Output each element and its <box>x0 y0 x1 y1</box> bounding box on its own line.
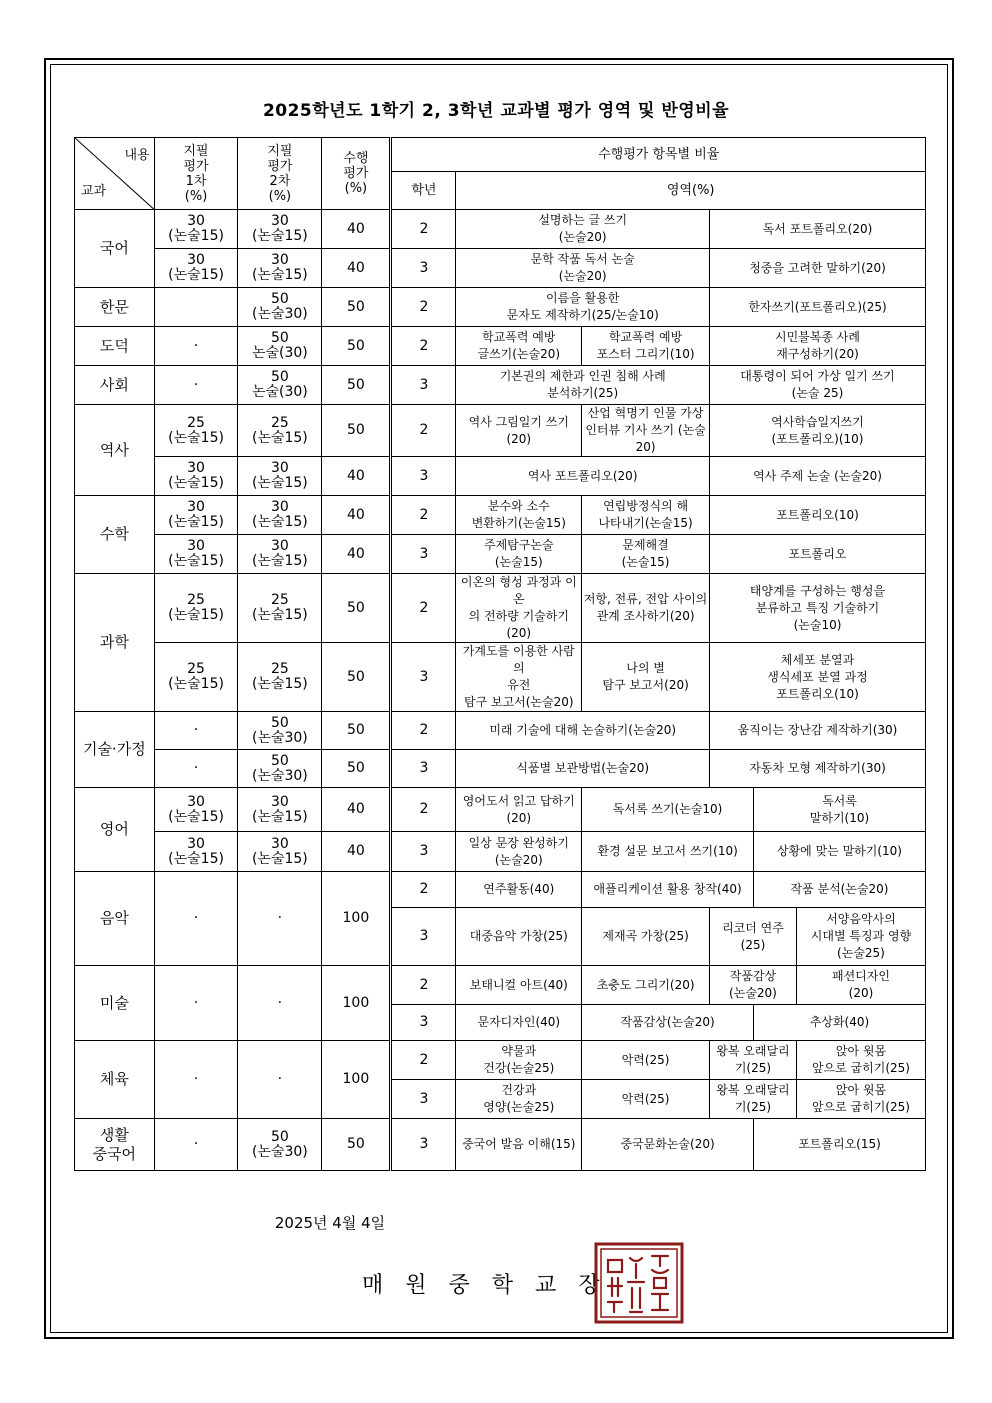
performance-cell: 50 <box>322 643 391 712</box>
area-cell: 포트폴리오(15) <box>753 1119 925 1171</box>
exam2-cell: 25 (논술15) <box>238 574 322 643</box>
evaluation-table <box>74 137 926 1171</box>
exam1-cell <box>154 288 238 327</box>
exam1-cell: · <box>154 1119 238 1171</box>
grade-cell: 2 <box>391 327 456 366</box>
area-cell: 역사 주제 논술 (논술20) <box>709 457 925 496</box>
exam1-cell: · <box>154 327 238 366</box>
grade-cell: 3 <box>391 832 456 872</box>
area-cell: 악력(25) <box>582 1080 710 1119</box>
grade-cell: 3 <box>391 643 456 712</box>
area-cell: 저항, 전류, 전압 사이의 관계 조사하기(20) <box>582 574 710 643</box>
exam1-cell: 30 (논술15) <box>154 535 238 574</box>
grade-cell: 3 <box>391 457 456 496</box>
area-cell: 한자쓰기(포트폴리오)(25) <box>709 288 925 327</box>
subject-tech-home: 기술·가정 <box>75 712 155 788</box>
area-cell: 영어도서 읽고 답하기(20) <box>456 788 582 832</box>
area-cell: 이름을 활용한 문자도 제작하기(25/논술10) <box>456 288 710 327</box>
header-performance: 수행 평가 (%) <box>322 138 391 210</box>
grade-cell: 2 <box>391 574 456 643</box>
subject-art: 미술 <box>75 966 155 1041</box>
exam1-cell: · <box>154 1041 238 1119</box>
area-cell: 보태니컬 아트(40) <box>456 966 582 1005</box>
area-cell: 서양음악사의 시대별 특징과 영향 (논술25) <box>796 908 925 966</box>
performance-cell: 40 <box>322 535 391 574</box>
performance-cell: 50 <box>322 405 391 457</box>
area-cell: 역사 그림일기 쓰기(20) <box>456 405 582 457</box>
exam1-cell: · <box>154 966 238 1041</box>
area-cell: 작품감상(논술20) <box>582 1005 754 1041</box>
exam1-cell: 30 (논술15) <box>154 788 238 832</box>
header-content-label: 내용 <box>124 148 150 163</box>
exam1-cell: 30 (논술15) <box>154 496 238 535</box>
header-exam1: 지필 평가 1차 (%) <box>154 138 238 210</box>
grade-cell: 2 <box>391 788 456 832</box>
area-cell: 역사 포트폴리오(20) <box>456 457 710 496</box>
area-cell: 대통령이 되어 가상 일기 쓰기 (논술 25) <box>709 366 925 405</box>
area-cell: 패션디자인 (20) <box>796 966 925 1005</box>
exam2-cell: · <box>238 966 322 1041</box>
area-cell: 문제해결 (논술15) <box>582 535 710 574</box>
subject-social: 사회 <box>75 366 155 405</box>
area-cell: 가계도를 이용한 사람의 유전 탐구 보고서(논술20) <box>456 643 582 712</box>
area-cell: 자동차 모형 제작하기(30) <box>709 750 925 788</box>
subject-ethics: 도덕 <box>75 327 155 366</box>
subject-music: 음악 <box>75 872 155 966</box>
grade-cell: 2 <box>391 872 456 908</box>
area-cell: 왕복 오래달리기(25) <box>709 1041 796 1080</box>
subject-science: 과학 <box>75 574 155 712</box>
area-cell: 환경 설문 보고서 쓰기(10) <box>582 832 754 872</box>
area-cell: 문자디자인(40) <box>456 1005 582 1041</box>
exam2-cell: 30 (논술15) <box>238 496 322 535</box>
exam1-cell: 25 (논술15) <box>154 574 238 643</box>
area-cell: 미래 기술에 대해 논술하기(논술20) <box>456 712 710 750</box>
grade-cell: 3 <box>391 908 456 966</box>
performance-cell: 50 <box>322 712 391 750</box>
header-perf-items: 수행평가 항목별 비율 <box>391 138 926 172</box>
performance-cell: 100 <box>322 966 391 1041</box>
grade-cell: 3 <box>391 366 456 405</box>
performance-cell: 40 <box>322 788 391 832</box>
area-cell: 움직이는 장난감 제작하기(30) <box>709 712 925 750</box>
performance-cell: 40 <box>322 210 391 249</box>
subject-math: 수학 <box>75 496 155 574</box>
area-cell: 이온의 형성 과정과 이온 의 전하량 기술하기(20) <box>456 574 582 643</box>
area-cell: 기본권의 제한과 인권 침해 사례 분석하기(25) <box>456 366 710 405</box>
exam2-cell: 30 (논술15) <box>238 249 322 288</box>
school-principal: 매원중학교장 <box>362 1273 622 1298</box>
header-diagonal-cell <box>75 138 155 210</box>
area-cell: 산업 혁명기 인물 가상 인터뷰 기사 쓰기 (논술20) <box>582 405 710 457</box>
area-cell: 왕복 오래달리기(25) <box>709 1080 796 1119</box>
area-cell: 대중음악 가창(25) <box>456 908 582 966</box>
area-cell: 약물과 건강(논술25) <box>456 1041 582 1080</box>
exam2-cell: 25 (논술15) <box>238 643 322 712</box>
area-cell: 포트폴리오 <box>709 535 925 574</box>
exam2-cell: 25 (논술15) <box>238 405 322 457</box>
exam2-cell: 50 논술(30) <box>238 327 322 366</box>
area-cell: 상황에 맞는 말하기(10) <box>753 832 925 872</box>
subject-korean: 국어 <box>75 210 155 288</box>
area-cell: 주제탐구논술 (논술15) <box>456 535 582 574</box>
exam1-cell: 30 (논술15) <box>154 457 238 496</box>
exam2-cell: 30 (논술15) <box>238 832 322 872</box>
performance-cell: 50 <box>322 327 391 366</box>
grade-cell: 3 <box>391 535 456 574</box>
grade-cell: 2 <box>391 496 456 535</box>
performance-cell: 100 <box>322 872 391 966</box>
performance-cell: 40 <box>322 249 391 288</box>
exam2-cell: · <box>238 872 322 966</box>
area-cell: 포트폴리오(10) <box>709 496 925 535</box>
official-seal <box>594 1242 684 1324</box>
area-cell: 건강과 영양(논술25) <box>456 1080 582 1119</box>
grade-cell: 2 <box>391 405 456 457</box>
grade-cell: 3 <box>391 1005 456 1041</box>
exam2-cell: 30 (논술15) <box>238 535 322 574</box>
area-cell: 문학 작품 독서 논술 (논술20) <box>456 249 710 288</box>
header-subject-label: 교과 <box>81 184 107 199</box>
area-cell: 작품 분석(논술20) <box>753 872 925 908</box>
area-cell: 중국어 발음 이해(15) <box>456 1119 582 1171</box>
performance-cell: 50 <box>322 574 391 643</box>
grade-cell: 2 <box>391 210 456 249</box>
grade-cell: 2 <box>391 712 456 750</box>
performance-cell: 40 <box>322 457 391 496</box>
exam1-cell: 30 (논술15) <box>154 210 238 249</box>
grade-cell: 3 <box>391 249 456 288</box>
grade-cell: 2 <box>391 288 456 327</box>
issue-date: 2025년 4월 4일 <box>274 1214 386 1232</box>
area-cell: 태양계를 구성하는 행성을 분류하고 특징 기술하기 (논술10) <box>709 574 925 643</box>
exam2-cell: 50 (논술30) <box>238 712 322 750</box>
area-cell: 초충도 그리기(20) <box>582 966 710 1005</box>
exam2-cell: 50 (논술30) <box>238 1119 322 1171</box>
grade-cell: 3 <box>391 1080 456 1119</box>
area-cell: 일상 문장 완성하기 (논술20) <box>456 832 582 872</box>
area-cell: 학교폭력 예방 글쓰기(논술20) <box>456 327 582 366</box>
area-cell: 학교폭력 예방 포스터 그리기(10) <box>582 327 710 366</box>
area-cell: 작품감상 (논술20) <box>709 966 796 1005</box>
grade-cell: 3 <box>391 750 456 788</box>
performance-cell: 100 <box>322 1041 391 1119</box>
exam2-cell: · <box>238 1041 322 1119</box>
area-cell: 중국문화논술(20) <box>582 1119 754 1171</box>
area-cell: 청중을 고려한 말하기(20) <box>709 249 925 288</box>
exam1-cell: · <box>154 366 238 405</box>
area-cell: 제재곡 가창(25) <box>582 908 710 966</box>
header-grade: 학년 <box>391 172 456 210</box>
exam1-cell: 25 (논술15) <box>154 643 238 712</box>
subject-history: 역사 <box>75 405 155 496</box>
area-cell: 나의 별 탐구 보고서(20) <box>582 643 710 712</box>
area-cell: 독서록 쓰기(논술10) <box>582 788 754 832</box>
subject-english: 영어 <box>75 788 155 872</box>
area-cell: 앉아 윗몸 앞으로 굽히기(25) <box>796 1041 925 1080</box>
performance-cell: 50 <box>322 1119 391 1171</box>
area-cell: 독서 포트폴리오(20) <box>709 210 925 249</box>
grade-cell: 2 <box>391 1041 456 1080</box>
area-cell: 리코더 연주 (25) <box>709 908 796 966</box>
performance-cell: 40 <box>322 832 391 872</box>
header-exam2: 지필 평가 2차 (%) <box>238 138 322 210</box>
performance-cell: 50 <box>322 288 391 327</box>
exam2-cell: 30 (논술15) <box>238 788 322 832</box>
subject-chinese: 생활 중국어 <box>75 1119 155 1171</box>
area-cell: 역사학습일지쓰기 (포트폴리오)(10) <box>709 405 925 457</box>
area-cell: 연주활동(40) <box>456 872 582 908</box>
exam1-cell: 30 (논술15) <box>154 249 238 288</box>
area-cell: 애플리케이션 활용 창작(40) <box>582 872 754 908</box>
header-area: 영역(%) <box>456 172 926 210</box>
performance-cell: 50 <box>322 750 391 788</box>
area-cell: 추상화(40) <box>753 1005 925 1041</box>
grade-cell: 2 <box>391 966 456 1005</box>
exam2-cell: 50 (논술30) <box>238 288 322 327</box>
subject-chinese-classics: 한문 <box>75 288 155 327</box>
area-cell: 연립방정식의 해 나타내기(논술15) <box>582 496 710 535</box>
exam1-cell: 25 (논술15) <box>154 405 238 457</box>
area-cell: 설명하는 글 쓰기 (논술20) <box>456 210 710 249</box>
document-title: 2025학년도 1학기 2, 3학년 교과별 평가 영역 및 반영비율 <box>262 101 730 121</box>
performance-cell: 40 <box>322 496 391 535</box>
exam1-cell: · <box>154 872 238 966</box>
grade-cell: 3 <box>391 1119 456 1171</box>
exam2-cell: 30 (논술15) <box>238 210 322 249</box>
exam2-cell: 30 (논술15) <box>238 457 322 496</box>
exam1-cell: · <box>154 750 238 788</box>
exam2-cell: 50 (논술30) <box>238 750 322 788</box>
area-cell: 체세포 분열과 생식세포 분열 과정 포트폴리오(10) <box>709 643 925 712</box>
area-cell: 악력(25) <box>582 1041 710 1080</box>
area-cell: 시민불복종 사례 재구성하기(20) <box>709 327 925 366</box>
area-cell: 독서록 말하기(10) <box>753 788 925 832</box>
area-cell: 앉아 윗몸 앞으로 굽히기(25) <box>796 1080 925 1119</box>
subject-pe: 체육 <box>75 1041 155 1119</box>
exam1-cell: 30 (논술15) <box>154 832 238 872</box>
area-cell: 식품별 보관방법(논술20) <box>456 750 710 788</box>
performance-cell: 50 <box>322 366 391 405</box>
exam2-cell: 50 논술(30) <box>238 366 322 405</box>
area-cell: 분수와 소수 변환하기(논술15) <box>456 496 582 535</box>
exam1-cell: · <box>154 712 238 750</box>
